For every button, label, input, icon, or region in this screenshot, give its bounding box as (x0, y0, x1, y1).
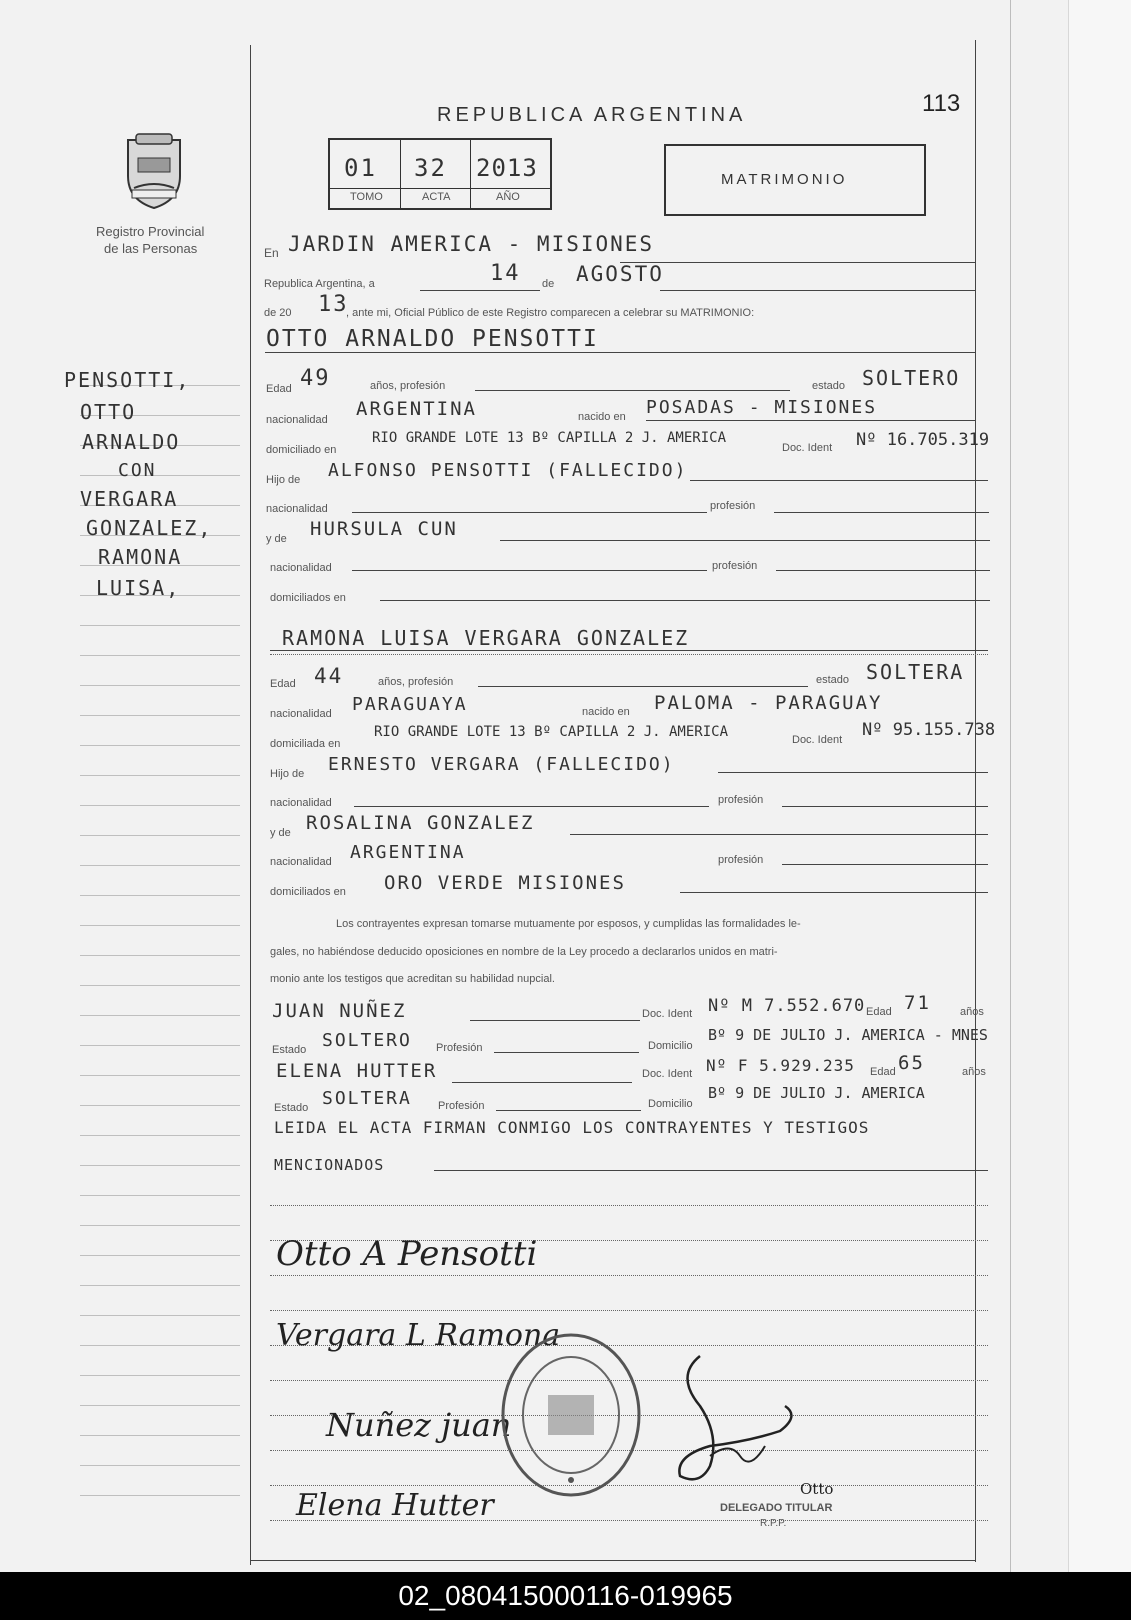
bride-name: RAMONA LUISA VERGARA GONZALEZ (282, 626, 690, 650)
acta-value: 32 (414, 154, 447, 182)
witness1-address: Bº 9 DE JULIO J. AMERICA - MNES (708, 1026, 988, 1044)
acta-label: ACTA (422, 191, 451, 203)
tomo-label: TOMO (350, 191, 383, 203)
groom-doc: Nº 16.705.319 (856, 430, 990, 450)
signature-bride: Vergara L Ramona (276, 1318, 561, 1353)
bride-birthplace: PALOMA - PARAGUAY (654, 692, 883, 714)
bride-estado: SOLTERA (866, 660, 965, 684)
bride-father: ERNESTO VERGARA (FALLECIDO) (328, 754, 675, 775)
official-seal-icon (496, 1330, 646, 1500)
witness1-age: 71 (904, 992, 931, 1014)
day-value: 14 (490, 261, 521, 286)
tomo-value: 01 (344, 154, 377, 182)
act-type-box (664, 144, 926, 216)
bride-mother-nationality: ARGENTINA (350, 842, 466, 863)
official-office: R.P.P. (760, 1518, 787, 1529)
bride-mother: ROSALINA GONZALEZ (306, 812, 535, 834)
intro-text: , ante mi, Oficial Público de este Registro comparecen a celebrar su MATRIMONIO: (346, 307, 755, 319)
groom-name: OTTO ARNALDO PENSOTTI (266, 326, 599, 352)
margin-note-line: ARNALDO (82, 430, 181, 454)
signature-groom: Otto A Pensotti (276, 1234, 538, 1274)
ano-label: AÑO (496, 191, 520, 203)
margin-note-line: LUISA, (96, 576, 181, 600)
margin-note-line: CON (118, 460, 157, 481)
groom-estado: SOLTERO (862, 366, 961, 390)
official-title: DELEGADO TITULAR (720, 1502, 833, 1514)
closing-line-1: LEIDA EL ACTA FIRMAN CONMIGO LOS CONTRAYENTES Y TESTIGOS (274, 1118, 870, 1137)
bride-address: RIO GRANDE LOTE 13 Bº CAPILLA 2 J. AMERICA (374, 724, 729, 740)
official-name: Otto (800, 1480, 834, 1498)
page-edge (1068, 0, 1131, 1572)
folio-number: 113 (922, 90, 961, 117)
witness2-estado: SOLTERA (322, 1088, 412, 1109)
closing-line-2: MENCIONADOS (274, 1156, 385, 1174)
month-value: AGOSTO (576, 262, 664, 286)
document-page: Registro Provincial de las Personas PENSOTTI, OTTO ARNALDO CON VERGARA GONZALEZ, RAMONA LUISA, REPUBLICA ARGENTINA 113 01 32 2013 TOMO ACTA AÑO MATRIMONIO En JARDIN AMERICA - MISIONES Republica Argentina, a 14 de AGOSTO de 20 13 , ante mi, Oficial Público de este Registro comparecen a celebrar su MATRIMONIO: OTTO ARNALDO PENSOTTI Edad 49 años, profesión estado SOLTERO nacionalidad ARGENTINA nacido en POSADAS - MISIONES domiciliado en RIO GRANDE LOTE 13 Bº CAPILLA 2 J. AMERICA Doc. Ident Nº 16.705.319 Hijo de ALFONSO PENSOTTI (FALLECIDO) nacionalidad profesión y de HURSULA CUN nacionalidad profesión domiciliados en RAMONA LUISA VERGARA GONZALEZ Edad 44 años, profesión estado SOLTERA nacionalidad PARAGUAYA nacido en PALOMA - PARAGUAY domiciliada en RIO GRANDE LOTE 13 Bº CAPILLA 2 J. AMERICA Doc. Ident Nº 95.155.738 Hijo de ERNESTO VERGARA (FALLECIDO) nacionalidad profesión y de ROSALINA GONZALEZ nacionalidad ARGENTINA profesión domiciliados en ORO VERDE MISIONES Los contrayentes expresan tomarse mutuamente por esposos, y cumplidas las formalidades le- gales, no habiéndose deducido oposiciones en nombre de la Ley procedo a declararlos unidos en matri- monio ante los testigos que acreditan su habilidad nupcial. JUAN NUÑEZ Doc. Ident Nº M 7.552.670 Edad 71 años Estado SOLTERO Profesión Domicilio Bº 9 DE JULIO J. AMERICA - MNES ELENA HUTTER Doc. Ident Nº F 5.929.235 Edad 65 años Estado SOLTERA Profesión Domicilio Bº 9 DE JULIO J. AMERICA LEIDA EL ACTA FIRMAN CONMIGO LOS CONTRAYENTES Y TESTIGOS MENCIONADOS Otto A Pensotti Vergara L Ramona Nuñez juan Elena Hutter Otto DELEGADO TITULAR R.P.P. (0, 0, 1131, 1572)
bride-parents-address: ORO VERDE MISIONES (384, 872, 626, 894)
witness2-doc: Nº F 5.929.235 (706, 1056, 855, 1075)
groom-address: RIO GRANDE LOTE 13 Bº CAPILLA 2 J. AMERICA (372, 430, 727, 446)
coat-of-arms-icon (118, 128, 190, 210)
groom-age: 49 (300, 366, 331, 391)
place-value: JARDIN AMERICA - MISIONES (288, 232, 655, 256)
act-type: MATRIMONIO (721, 171, 848, 188)
issuer-line-2: de las Personas (104, 241, 198, 256)
ano-value: 2013 (476, 154, 538, 182)
margin-note-line: VERGARA (80, 487, 179, 511)
witness1-estado: SOLTERO (322, 1030, 412, 1051)
bride-nationality: PARAGUAYA (352, 694, 468, 715)
witness1-name: JUAN NUÑEZ (272, 1000, 407, 1022)
witness2-address: Bº 9 DE JULIO J. AMERICA (708, 1084, 925, 1102)
groom-birthplace: POSADAS - MISIONES (646, 397, 878, 418)
statement-line-2: gales, no habiéndose deducido oposiciones en nombre de la Ley procedo a declararlos unidos en matri- (270, 946, 778, 958)
groom-mother: HURSULA CUN (310, 518, 458, 540)
margin-note-line: OTTO (80, 400, 137, 424)
groom-nationality: ARGENTINA (356, 398, 477, 420)
bride-doc: Nº 95.155.738 (862, 720, 996, 740)
official-signature-icon (670, 1346, 820, 1496)
signature-witness-2: Elena Hutter (296, 1488, 494, 1523)
statement-line-1: Los contrayentes expresan tomarse mutuamente por esposos, y cumplidas las formalidades le- (336, 918, 801, 930)
margin-note-line: RAMONA (98, 545, 183, 569)
fold-line (1010, 0, 1011, 1572)
left-margin-area (0, 0, 250, 1572)
issuer-line-1: Registro Provincial (96, 224, 205, 239)
witness1-doc: Nº M 7.552.670 (708, 996, 866, 1016)
bride-age: 44 (314, 664, 344, 688)
country-title: REPUBLICA ARGENTINA (437, 104, 747, 126)
witness2-name: ELENA HUTTER (276, 1060, 438, 1082)
margin-note-line: PENSOTTI, (64, 368, 191, 392)
left-margin-rule (250, 45, 251, 1565)
groom-father: ALFONSO PENSOTTI (FALLECIDO) (328, 460, 688, 481)
statement-line-3: monio ante los testigos que acreditan su habilidad nupcial. (270, 973, 555, 985)
year-value: 13 (318, 292, 349, 317)
record-box (328, 138, 552, 210)
right-margin-rule (975, 40, 976, 1562)
scan-id-footer: 02_080415000116-019965 (0, 1572, 1131, 1620)
margin-note-line: GONZALEZ, (86, 516, 213, 540)
signature-witness-1: Nuñez juan (326, 1406, 512, 1444)
witness2-age: 65 (898, 1052, 925, 1074)
